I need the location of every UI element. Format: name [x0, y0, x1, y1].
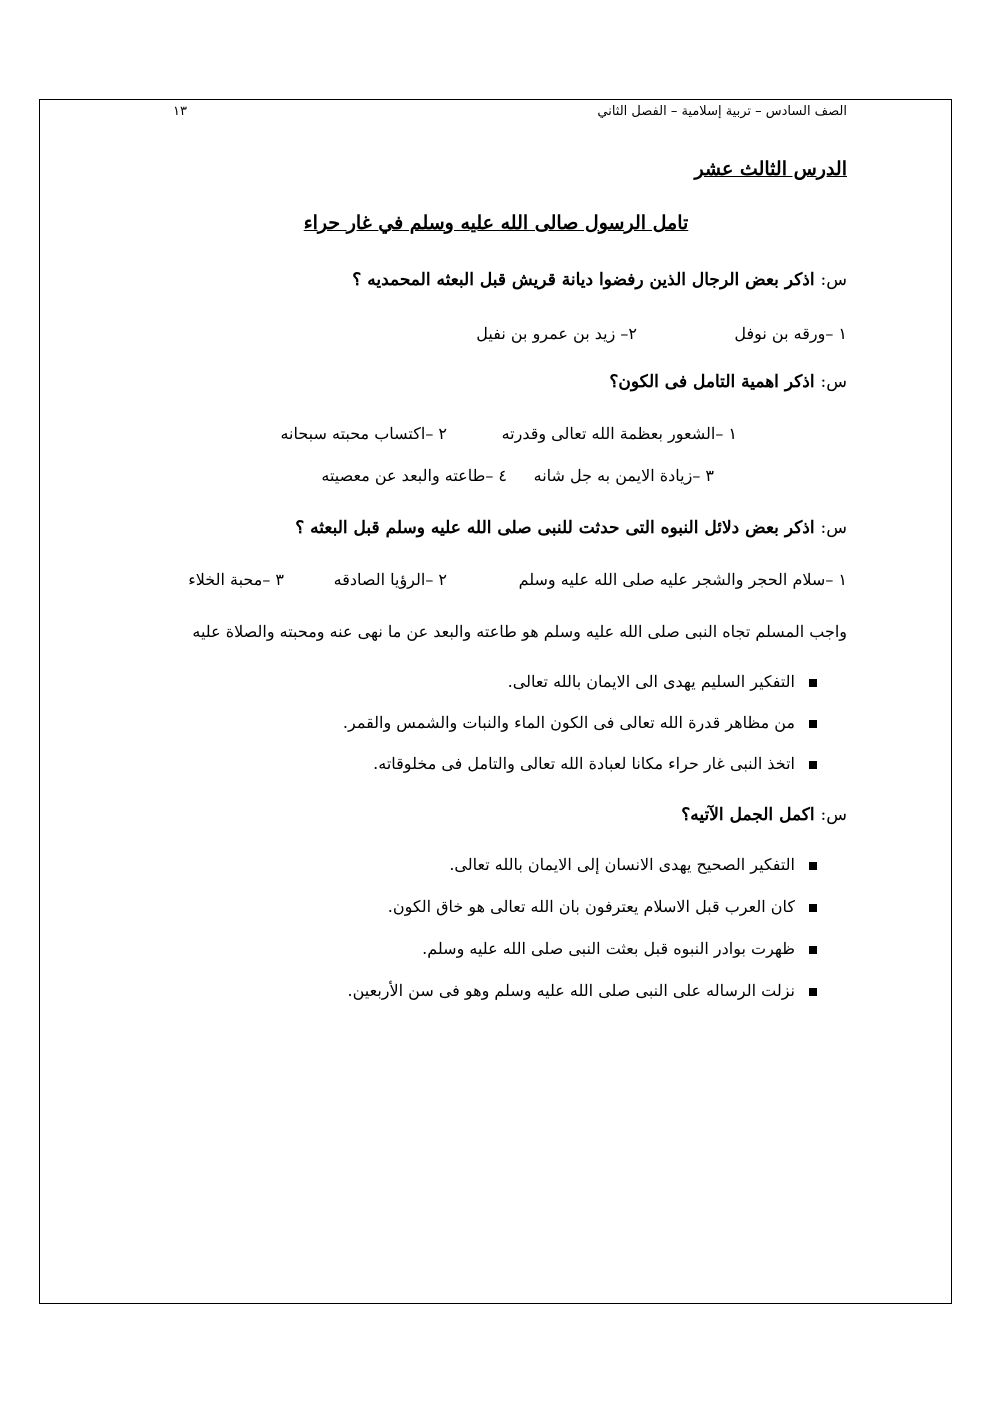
- list-item: ظهرت بوادر النبوه قبل بعثت النبى صلى الله عليه وسلم.: [422, 939, 817, 958]
- header-title: الصف السادس – تربية إسلامية – الفصل الثاني: [597, 104, 847, 119]
- question-prefix: س:: [820, 518, 847, 538]
- duty-paragraph: واجب المسلم تجاه النبى صلى الله عليه وسلم هو طاعته والبعد عن ما نهى عنه ومحبته والصلاة عليه: [192, 622, 847, 641]
- bullet-square-icon: [809, 946, 817, 954]
- answer-3-item-3: ٣ –محبة الخلاء: [188, 570, 284, 589]
- list-item: اتخذ النبى غار حراء مكانا لعبادة الله تعالى والتامل فى مخلوقاته.: [373, 754, 817, 773]
- bullet-square-icon: [809, 904, 817, 912]
- answer-2-item-2: ٢ –اكتساب محبته سبحانه: [280, 424, 447, 443]
- answer-2-item-4: ٤ –طاعته والبعد عن معصيته: [321, 466, 507, 485]
- answer-2-item-3: ٣ –زيادة الايمن به جل شانه: [533, 466, 714, 485]
- question-text: اكمل الجمل الآتيه؟: [681, 805, 815, 825]
- list-item: التفكير الصحيح يهدى الانسان إلى الايمان بالله تعالى.: [449, 855, 817, 874]
- lesson-subtitle: تامل الرسول صالى الله عليه وسلم في غار حراء: [303, 212, 689, 234]
- bullet-square-icon: [809, 862, 817, 870]
- answer-3-item-1: ١ –سلام الحجر والشجر عليه صلى الله عليه وسلم: [518, 570, 847, 589]
- question-prefix: س:: [820, 805, 847, 825]
- question-3: [295, 518, 847, 538]
- question-text: اذكر بعض دلائل النبوه التى حدثت للنبى صلى الله عليه وسلم قبل البعثه ؟: [295, 518, 815, 538]
- question-text: اذكر بعض الرجال الذين رفضوا ديانة قريش قبل البعثه المحمديه ؟: [352, 270, 815, 290]
- bullet-square-icon: [809, 720, 817, 728]
- answer-2-item-1: ١ –الشعور بعظمة الله تعالى وقدرته: [501, 424, 737, 443]
- question-4: [681, 805, 847, 825]
- bullet-square-icon: [809, 761, 817, 769]
- answer-1-item-1: ١ –ورقه بن نوفل: [734, 324, 847, 343]
- bullet-square-icon: [809, 679, 817, 687]
- list-item: نزلت الرساله على النبى صلى الله عليه وسلم وهو فى سن الأربعين.: [348, 981, 818, 1000]
- answer-3-item-2: ٢ –الرؤيا الصادقه: [333, 570, 447, 589]
- list-item: التفكير السليم يهدى الى الايمان بالله تعالى.: [508, 672, 817, 691]
- bullet-square-icon: [809, 988, 817, 996]
- question-text: اذكر اهمية التامل فى الكون؟: [609, 372, 815, 392]
- page-number: ١٣: [173, 104, 187, 119]
- question-2: [609, 372, 847, 392]
- question-prefix: س:: [820, 372, 847, 392]
- question-1: [352, 270, 847, 290]
- list-item: كان العرب قبل الاسلام يعترفون بان الله تعالى هو خاق الكون.: [388, 897, 817, 916]
- lesson-title: الدرس الثالث عشر: [694, 158, 847, 180]
- question-prefix: س:: [820, 270, 847, 290]
- answer-1-item-2: ٢– زيد بن عمرو بن نفيل: [476, 324, 637, 343]
- list-item: من مظاهر قدرة الله تعالى فى الكون الماء والنبات والشمس والقمر.: [343, 713, 817, 732]
